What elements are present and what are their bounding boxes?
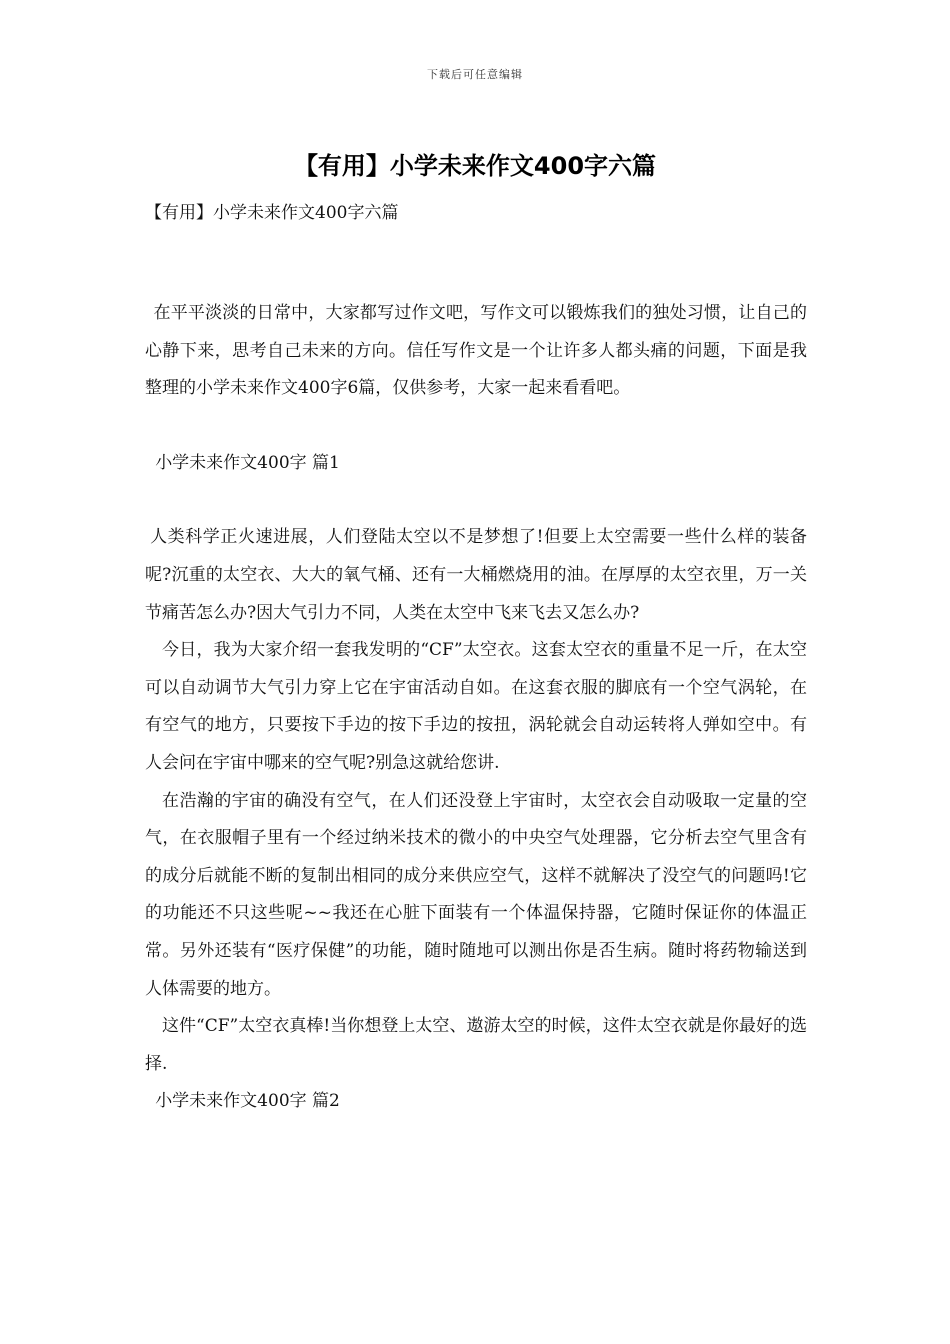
section-heading-2: 小学未来作文400字 篇2 [155, 1091, 340, 1112]
section-1-paragraph-4: 这件“CF”太空衣真棒!当你想登上太空、遨游太空的时候，这件太空衣就是你最好的选择. [145, 1016, 807, 1074]
section-1-paragraph-1: 人类科学正火速进展，人们登陆太空以不是梦想了!但要上太空需要一些什么样的装备呢?沉重的太空衣、大大的氧气桶、还有一大桶燃烧用的油。在厚厚的太空衣里，万一关节痛苦怎么办?因大气引力不同，人类在太空中飞来飞去又怎么办? [145, 527, 807, 623]
section-1-paragraph-3: 在浩瀚的宇宙的确没有空气，在人们还没登上宇宙时，太空衣会自动吸取一定量的空气，在衣服帽子里有一个经过纳米技术的微小的中央空气处理器，它分析去空气里含有的成分后就能不断的复制出相同的成分来供应空气，这样不就解决了没空气的问题吗!它的功能还不只这些呢~~我还在心脏下面装有一个体温保持器，它随时保证你的体温正常。另外还装有“医疗保健”的功能，随时随地可以测出你是否生病。随时将药物输送到人体需要的地方。 [145, 790, 807, 999]
document-title: 【有用】小学未来作文400字六篇 [293, 152, 657, 180]
document-subtitle: 【有用】小学未来作文400字六篇 [145, 203, 399, 223]
section-heading-1: 小学未来作文400字 篇1 [155, 452, 340, 473]
document-body [145, 295, 807, 1121]
section-1-paragraph-2: 今日，我为大家介绍一套我发明的“CF”太空衣。这套太空衣的重量不足一斤，在太空可以自动调节大气引力穿上它在宇宙活动自如。在这套衣服的脚底有一个空气涡轮，在有空气的地方，只要按下手边的按下手边的按扭，涡轮就会自动运转将人弹如空中。有人会问在宇宙中哪来的空气呢?别急这就给您讲. [145, 640, 807, 773]
intro-paragraph: 在平平淡淡的日常中，大家都写过作文吧，写作文可以锻炼我们的独处习惯，让自己的心静下来，思考自己未来的方向。信任写作文是一个让许多人都头痛的问题，下面是我整理的小学未来作文400字6篇，仅供参考，大家一起来看看吧。 [145, 303, 807, 399]
header-note: 下载后可任意编辑 [427, 68, 523, 81]
